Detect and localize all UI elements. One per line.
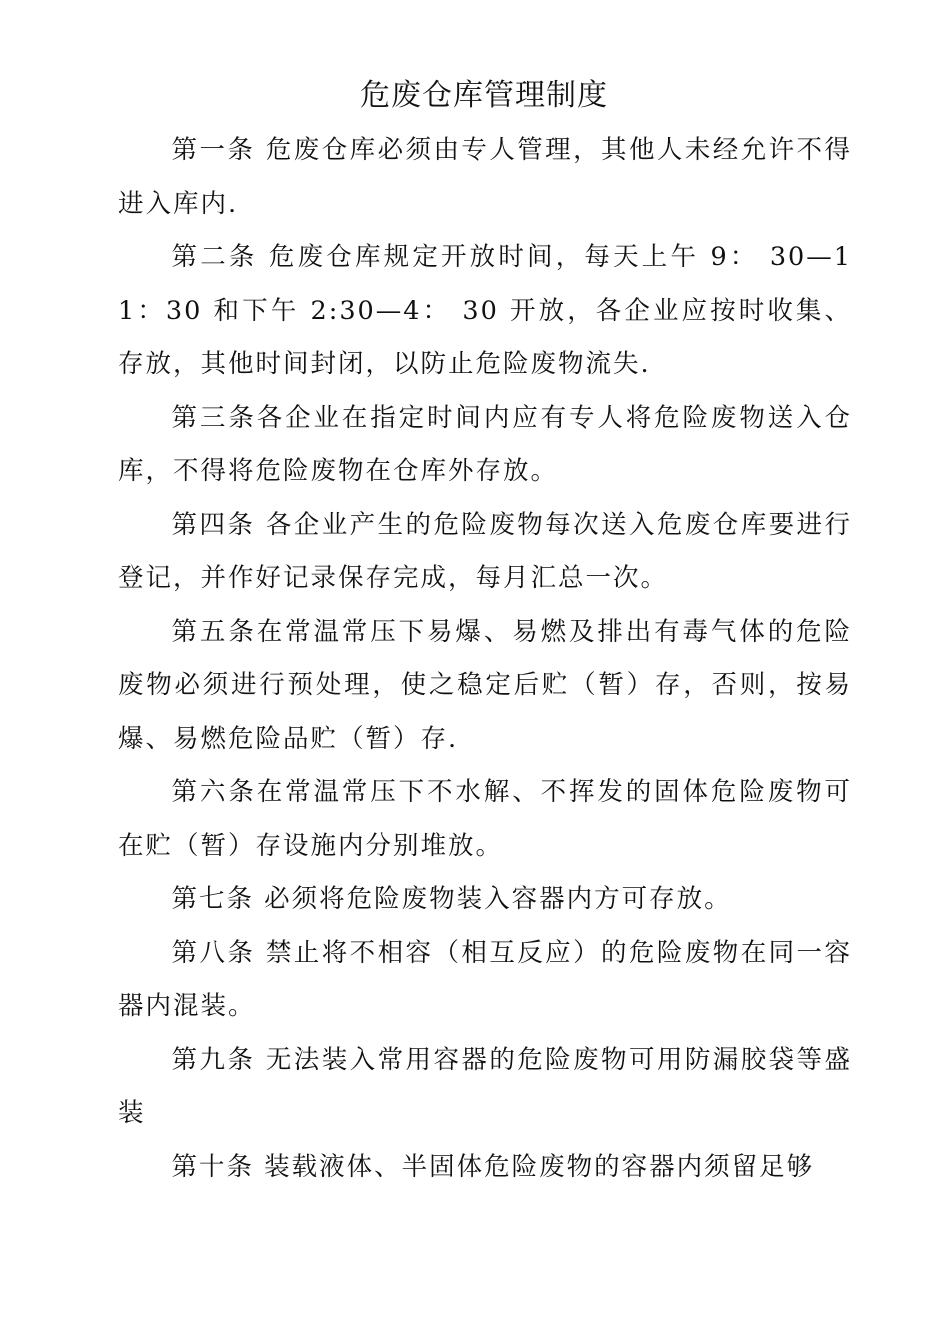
article-number: 第二条	[171, 242, 258, 272]
article-number: 第九条	[171, 1044, 256, 1075]
article-4	[118, 499, 852, 606]
article-text: 危废仓库必须由专人管理，其他人未经允许不得进入库内.	[118, 135, 852, 219]
document-body	[118, 124, 852, 1194]
article-text: 在常温常压下易爆、易燃及排出有毒气体的危险废物必须进行预处理，使之稳定后贮（暂）存，否则，按易爆、易燃危险品贮（暂）存.	[118, 616, 852, 754]
document-title: 危废仓库管理制度	[360, 78, 608, 113]
article-9	[118, 1034, 852, 1141]
article-2	[118, 231, 852, 392]
article-text: 在常温常压下不水解、不挥发的固体危险废物可在贮（暂）存设施内分别堆放。	[118, 777, 852, 861]
article-text: 无法装入常用容器的危险废物可用防漏胶袋等盛装	[118, 1044, 852, 1128]
article-number: 第四条	[171, 509, 256, 540]
article-10	[118, 1141, 852, 1195]
article-text: 各企业产生的危险废物每次送入危废仓库要进行登记，并作好记录保存完成，每月汇总一次。	[118, 509, 852, 593]
article-6	[118, 766, 852, 873]
article-number: 第五条	[171, 616, 257, 647]
article-3	[118, 392, 852, 499]
article-text: 禁止将不相容（相互反应）的危险废物在同一容器内混装。	[118, 937, 852, 1021]
article-1	[118, 124, 852, 231]
article-number: 第一条	[171, 135, 256, 165]
article-number: 第十条	[171, 1151, 255, 1182]
article-text: 必须将危险废物装入容器内方可存放。	[254, 884, 732, 914]
article-text: 各企业在指定时间内应有专人将危险废物送入仓库，不得将危险废物在仓库外存放。	[118, 402, 852, 486]
article-5	[118, 606, 852, 767]
article-number: 第六条	[171, 777, 257, 807]
article-number: 第八条	[171, 937, 256, 968]
article-number: 第七条	[171, 884, 255, 914]
article-7	[118, 873, 852, 927]
article-8	[118, 927, 852, 1034]
article-number: 第三条	[171, 402, 257, 433]
article-text: 装载液体、半固体危险废物的容器内须留足够	[254, 1151, 815, 1182]
article-text: 危废仓库规定开放时间，每天上午 9： 30—11：30 和下午 2:30—4： 30 开放，各企业应按时收集、存放，其他时间封闭，以防止危险废物流失.	[118, 242, 852, 379]
